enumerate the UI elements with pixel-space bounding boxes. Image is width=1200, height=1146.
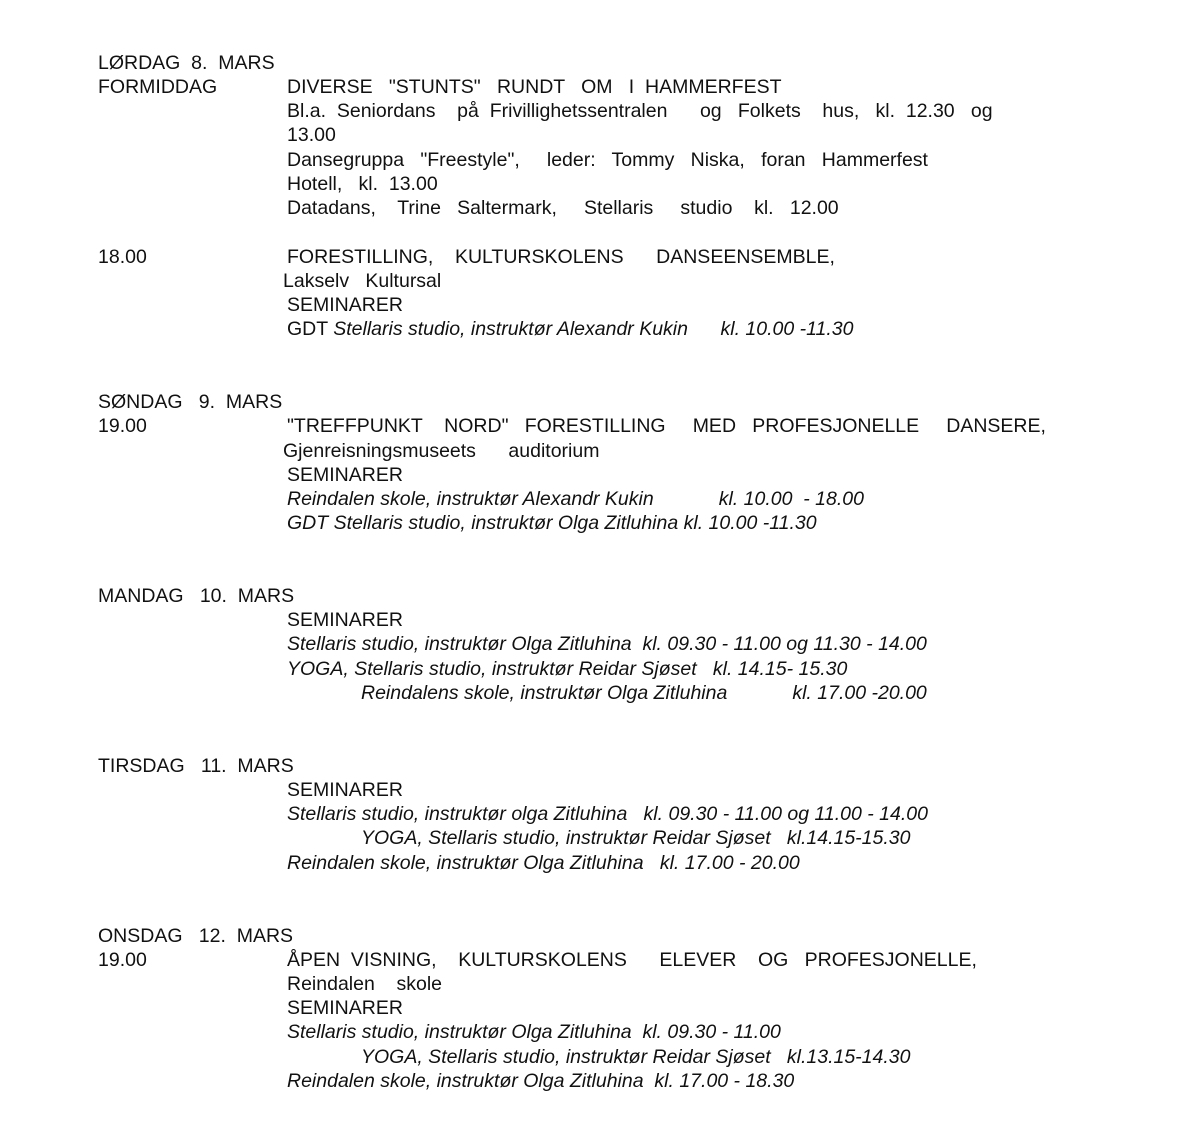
event-line: Lakselv Kultursal <box>283 270 442 292</box>
event-line: "TREFFPUNKT NORD" FORESTILLING MED PROFESJONELLE DANSERE, <box>287 415 1046 437</box>
seminar-line: Stellaris studio, instruktør Olga Zitluhina kl. 09.30 - 11.00 <box>287 1021 781 1043</box>
seminar-line: Reindalen skole, instruktør Olga Zitluhina kl. 17.00 - 18.30 <box>287 1070 795 1092</box>
seminar-line: Stellaris studio, instruktør Olga Zitluhina kl. 09.30 - 11.00 og 11.30 - 14.00 <box>287 633 927 655</box>
day-heading: ONSDAG 12. MARS <box>98 925 294 947</box>
day-heading: SØNDAG 9. MARS <box>98 391 283 413</box>
seminar-line: GDT Stellaris studio, instruktør Olga Zitluhina kl. 10.00 -11.30 <box>287 512 817 534</box>
seminar-heading: SEMINARER <box>287 294 403 316</box>
event-line: Reindalen skole <box>287 973 443 995</box>
event-line: 13.00 <box>287 124 336 146</box>
event-line: Bl.a. Seniordans på Frivillighetssentralen og Folkets hus, kl. 12.30 og <box>287 100 993 122</box>
day-heading: LØRDAG 8. MARS <box>98 52 275 74</box>
seminar-line <box>287 317 853 341</box>
seminar-line: YOGA, Stellaris studio, instruktør Reidar Sjøset kl. 14.15- 15.30 <box>287 658 848 680</box>
event-line: ÅPEN VISNING, KULTURSKOLENS ELEVER OG PROFESJONELLE, <box>287 949 977 971</box>
seminar-line: YOGA, Stellaris studio, instruktør Reidar Sjøset kl.13.15-14.30 <box>361 1046 911 1068</box>
day-heading: TIRSDAG 11. MARS <box>98 755 294 777</box>
event-line: Hotell, kl. 13.00 <box>287 173 438 195</box>
event-line: DIVERSE "STUNTS" RUNDT OM I HAMMERFEST <box>287 76 782 98</box>
seminar-line: Stellaris studio, instruktør olga Zitluhina kl. 09.30 - 11.00 og 11.00 - 14.00 <box>287 803 928 825</box>
seminar-line: Reindalens skole, instruktør Olga Zitluhina kl. 17.00 -20.00 <box>361 682 927 704</box>
time-label: 18.00 <box>98 246 147 268</box>
seminar-heading: SEMINARER <box>287 997 403 1019</box>
event-line: Dansegruppa "Freestyle", leder: Tommy Niska, foran Hammerfest <box>287 149 928 171</box>
time-label: FORMIDDAG <box>98 76 218 98</box>
seminar-line: Reindalen skole, instruktør Alexandr Kukin kl. 10.00 - 18.00 <box>287 488 864 510</box>
seminar-heading: SEMINARER <box>287 464 403 486</box>
time-label: 19.00 <box>98 949 147 971</box>
event-line: FORESTILLING, KULTURSKOLENS DANSEENSEMBLE, <box>287 246 835 268</box>
event-line: Datadans, Trine Saltermark, Stellaris studio kl. 12.00 <box>287 197 839 219</box>
seminar-heading: SEMINARER <box>287 779 403 801</box>
seminar-line: YOGA, Stellaris studio, instruktør Reidar Sjøset kl.14.15-15.30 <box>361 827 911 849</box>
seminar-prefix: GDT <box>287 318 334 340</box>
event-line: Gjenreisningsmuseets auditorium <box>283 440 600 462</box>
seminar-heading: SEMINARER <box>287 609 403 631</box>
seminar-detail: Stellaris studio, instruktør Alexandr Kukin kl. 10.00 -11.30 <box>333 318 854 340</box>
day-heading: MANDAG 10. MARS <box>98 585 295 607</box>
time-label: 19.00 <box>98 415 147 437</box>
seminar-line: Reindalen skole, instruktør Olga Zitluhina kl. 17.00 - 20.00 <box>287 852 800 874</box>
